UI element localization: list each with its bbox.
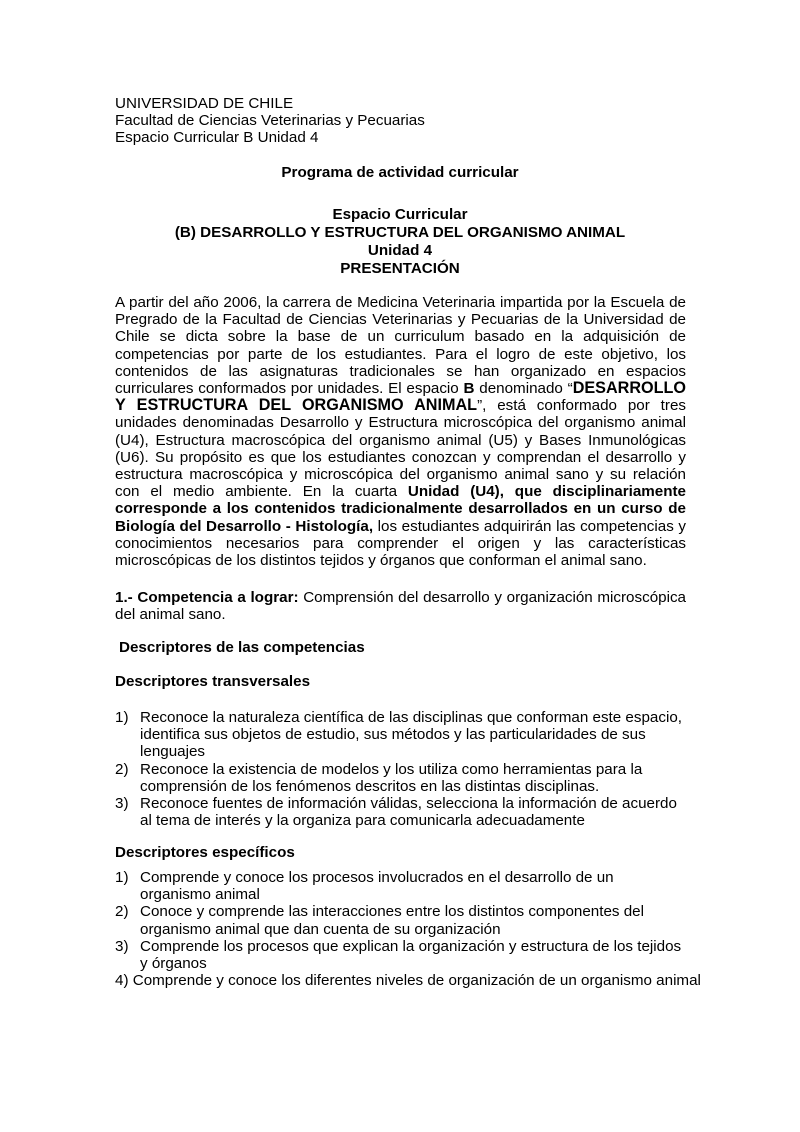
competence-paragraph — [115, 589, 686, 623]
unit-description: Unidad (U4), que disciplinariamente corresponde a los contenidos tradicionalmente desarrollados en un curso de Biología del Desarrollo - Histología, — [115, 483, 686, 535]
list-number: 3) — [115, 795, 129, 813]
list-text: Reconoce la existencia de modelos y los utiliza como herramientas para la comprensión de los fenómenos descritos en las distintas disciplinas. — [140, 760, 643, 795]
space-letter: B — [463, 380, 475, 398]
list-number: 1) — [115, 869, 129, 886]
university-name: UNIVERSIDAD DE CHILE — [115, 95, 294, 112]
list-number: 2) — [115, 903, 129, 921]
presentation-text-3: ”, está conformado por tres unidades denominadas Desarrollo y Estructura microscópica del organismo animal (U4), Estructura macroscópica del organismo animal (U5) y Bases Inmunológicas (U6). Su propósito es que los estudiantes conozcan y comprendan el desarrollo y estructura macroscópica y microscópica del organismo animal sano y su relación con el medio ambiente. En la cuarta — [115, 397, 686, 501]
program-title: Programa de actividad curricular — [281, 164, 519, 181]
list-item — [115, 709, 686, 761]
list-number: 1) — [115, 709, 129, 726]
list-item — [115, 903, 686, 937]
list-item — [115, 938, 686, 972]
presentation-text-1: A partir del año 2006, la carrera de Medicina Veterinaria impartida por la Escuela de Pregrado de la Facultad de Ciencias Veterinarias y Pecuarias de la Universidad de Chile se dicta sobre la base de un curriculum basado en la adquisición de competencias por parte de los estudiantes. Para el logro de este objetivo, los contenidos de las asignaturas tradicionales se han organizado en espacios curriculares conformados por unidades. El espacio — [115, 294, 686, 398]
list-text: Comprende y conoce los procesos involucrados en el desarrollo de un organismo animal — [140, 869, 614, 904]
list-text: Reconoce fuentes de información válidas, selecciona la información de acuerdo al tema de interés y la organiza para comunicarla adecuadamente — [140, 795, 677, 830]
presentation-heading: PRESENTACIÓN — [340, 260, 460, 277]
list-item — [115, 869, 686, 903]
space-name: DESARROLLO Y ESTRUCTURA DEL ORGANISMO ANIMAL — [115, 379, 686, 415]
specific-list — [115, 869, 686, 972]
list-item — [115, 761, 686, 795]
list-text: Reconoce la naturaleza científica de las disciplinas que conforman este espacio, identifica sus objetos de estudio, sus métodos y las particularidades de sus lenguajes — [140, 709, 683, 761]
list-text: Conoce y comprende las interacciones entre los distintos componentes del organismo animal que dan cuenta de su organización — [140, 903, 644, 938]
list-text: Comprende los procesos que explican la organización y estructura de los tejidos y órganos — [140, 937, 682, 973]
specific-heading: Descriptores específicos — [115, 844, 295, 861]
competence-text: Comprensión del desarrollo y organización microscópica del animal sano. — [115, 589, 687, 624]
specific-item-4 — [115, 972, 701, 989]
space-title-line1: Espacio Curricular — [332, 206, 468, 223]
transversal-list — [115, 709, 686, 829]
presentation-paragraph — [115, 294, 686, 569]
list-number: 4) — [115, 972, 129, 989]
curricular-space-line: Espacio Curricular B Unidad 4 — [115, 129, 319, 146]
list-text: Comprende y conoce los diferentes niveles de organización de un organismo animal — [128, 972, 701, 989]
list-number: 3) — [115, 937, 129, 955]
document-header — [115, 95, 425, 146]
space-title-line2: (B) DESARROLLO Y ESTRUCTURA DEL ORGANISMO ANIMAL — [174, 224, 626, 241]
presentation-text-2: denominado “ — [474, 380, 573, 398]
list-number: 2) — [115, 760, 129, 778]
space-title-line3: Unidad 4 — [367, 242, 433, 259]
presentation-text-4: los estudiantes adquirirán las competencias y conocimientos necesarios para comprender el origen y las características microscópicas de los distintos tejidos y órganos que conforman el animal sano. — [115, 517, 686, 570]
list-item — [115, 795, 686, 829]
competence-label: 1.- Competencia a lograr: — [115, 589, 299, 606]
faculty-name: Facultad de Ciencias Veterinarias y Pecuarias — [115, 112, 425, 129]
transversal-heading: Descriptores transversales — [115, 673, 311, 690]
descriptors-heading: Descriptores de las competencias — [119, 639, 365, 656]
